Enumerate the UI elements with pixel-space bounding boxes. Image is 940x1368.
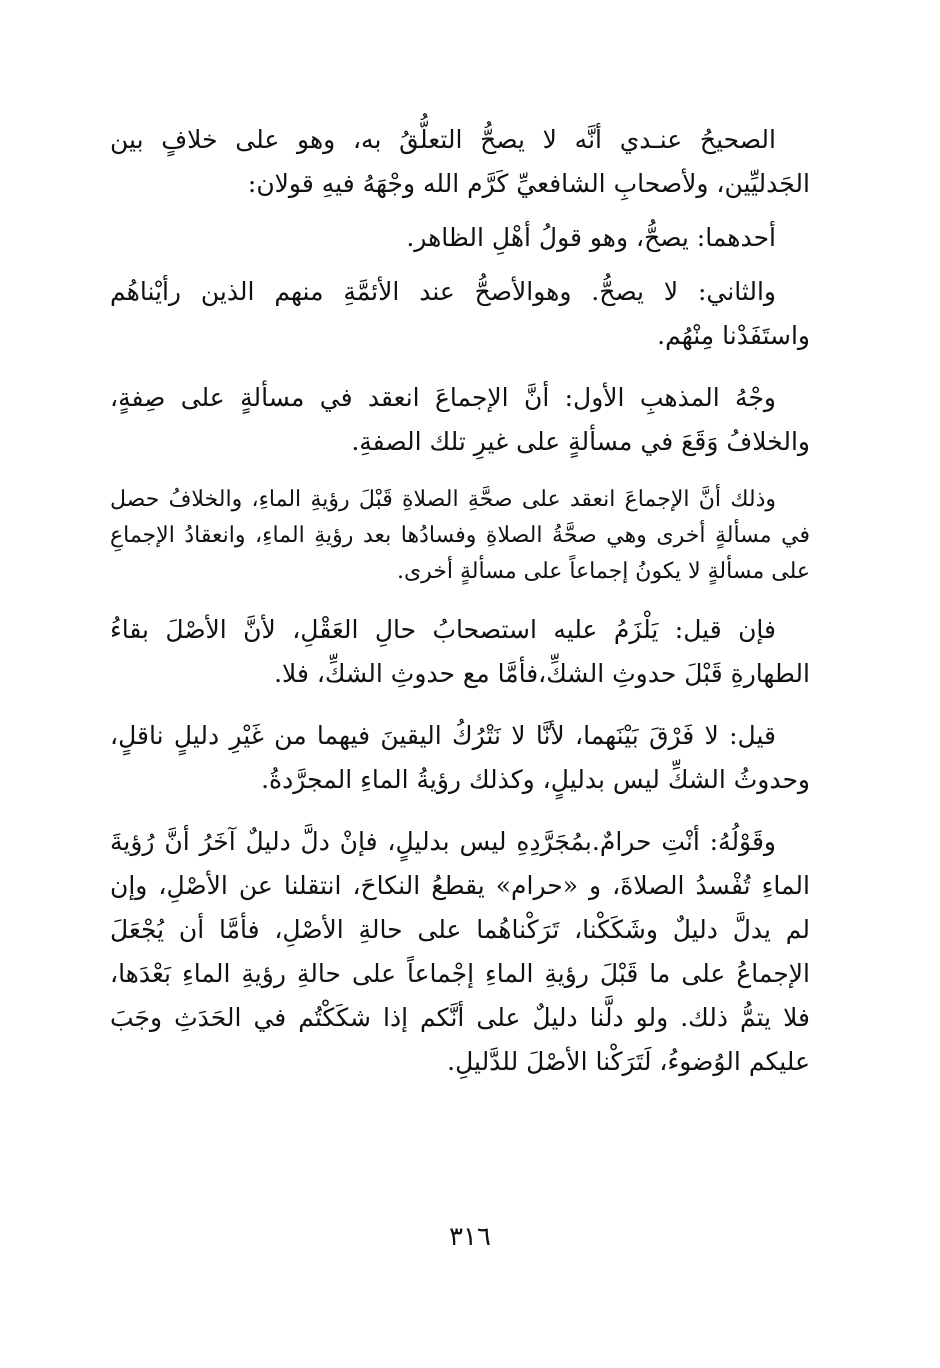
paragraph-2: أحدهما: يصحُّ، وهو قولُ أهْلِ الظاهر.: [406, 223, 776, 252]
paragraph-3: والثاني: لا يصحُّ. وهوالأصحُّ عند الأئمَّةِ منهم الذين رأيْناهُم واستَفَدْنا مِنْهُم.: [110, 277, 810, 350]
page-number: ٣١٦: [449, 1222, 491, 1252]
body-text: [110, 118, 810, 1084]
paragraph-6: فإن قيل: يَلْزَمُ عليه استصحابُ حالِ العَقْلِ، لأنَّ الأصْلَ بقاءُ الطهارةِ قَبْلَ حدوثِ الشكِّ،فأمَّا مع حدوثِ الشكِّ، فلا.: [110, 615, 810, 688]
paragraph-8: وقَوْلُهُ: أنْتِ حرامٌ.بمُجَرَّدِهِ ليس بدليلٍ، فإنْ دلَّ دليلٌ آخَرُ أنَّ رُؤيةَ الماءِ تُفْسدُ الصلاةَ، و «حرام» يقطعُ النكاحَ، انتقلنا عن الأصْلِ، وإن لم يدلَّ دليلٌ وشَكَكْنا، تَرَكْناهُما على حالةِ الأصْلِ، فأمَّا أن يُجْعَلَ الإجماعُ على ما قَبْلَ رؤيةِ الماءِ إجْماعاً على حالةِ رؤيةِ الماءِ بَعْدَها، فلا يتمُّ ذلك. ولو دلَّنا دليلٌ على أنَّكم إذا شكَكْتُم في الحَدَثِ وجَبَ عليكم الوُضوءُ، لَتَرَكْنا الأصْلَ للدَّليلِ.: [110, 827, 810, 1076]
paragraph-4: وجْهُ المذهبِ الأول: أنَّ الإجماعَ انعقد في مسألةٍ على صِفةٍ، والخلافُ وَقَعَ في مسألةٍ على غيرِ تلك الصفةِ.: [110, 383, 810, 456]
paragraph-5: وذلك أنَّ الإجماعَ انعقد على صحَّةِ الصلاةِ قَبْلَ رؤيةِ الماءِ، والخلافُ حصل في مسألةٍ أخرى وهي صحَّةُ الصلاةِ وفسادُها بعد رؤيةِ الماءِ، وانعقادُ الإجماعِ على مسألةٍ لا يكونُ إجماعاً على مسألةٍ أخرى.: [110, 487, 810, 584]
paragraph-1: الصحيحُ عنـدي أنَّه لا يصحُّ التعلُّقُ به، وهو على خلافٍ بين الجَدليِّين، ولأصحابِ الشافعيِّ كَرَّم الله وجْهَهُ فيهِ قولان:: [110, 125, 810, 198]
paragraph-7: قيل: لا فَرْقَ بَيْنَهما، لأنَّا لا نَتْرُكُ اليقينَ فيهما من غَيْرِ دليلٍ ناقلٍ، وحدوثُ الشكِّ ليس بدليلٍ، وكذلك رؤيةُ الماءِ المجرَّدةُ.: [110, 721, 810, 794]
